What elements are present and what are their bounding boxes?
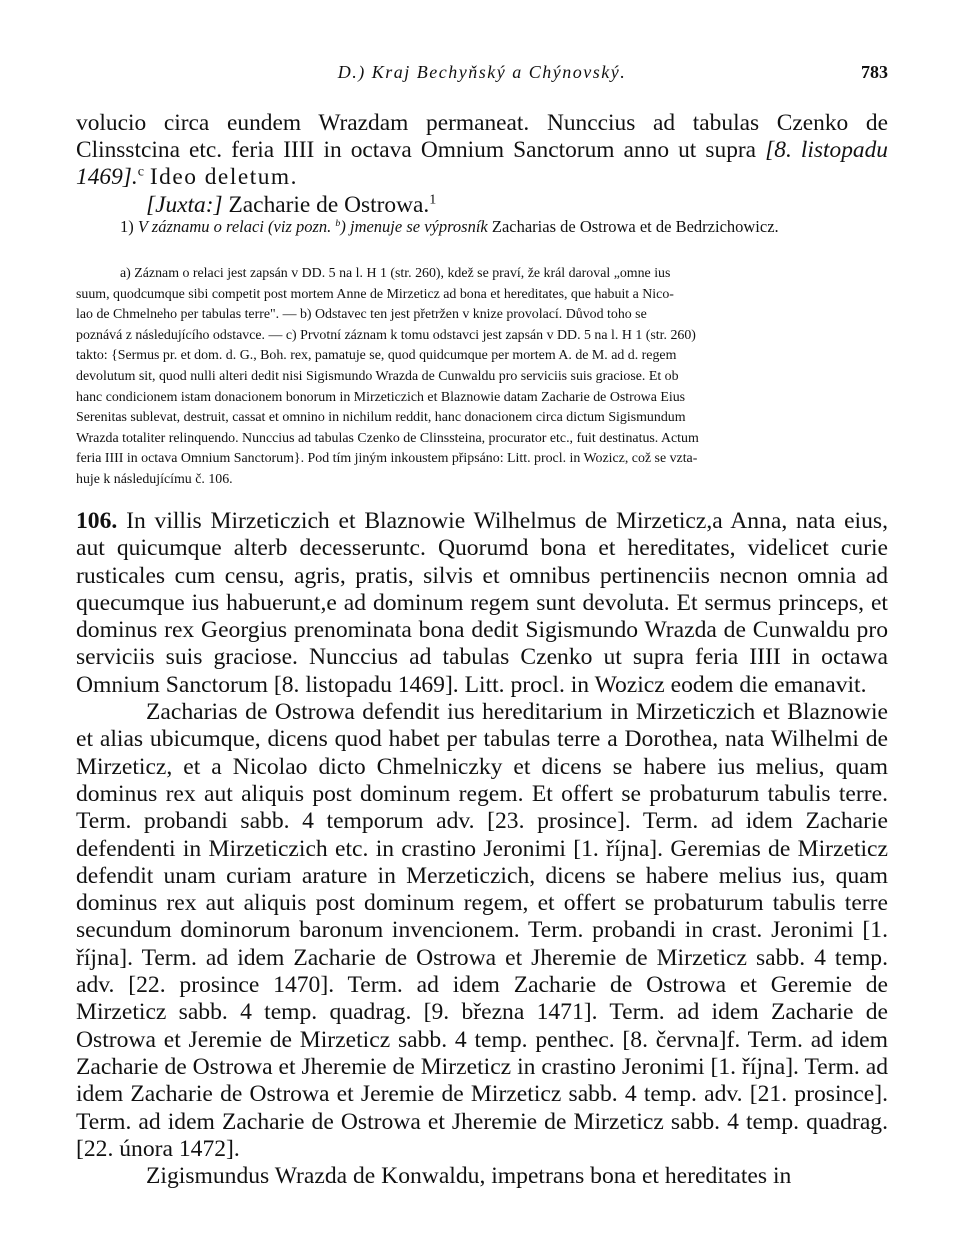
note-line: hanc condicionem istam donacionem bonorum in Mirzeticzich et Blaznowie datam Zacharie de Ostrowa Eius bbox=[76, 389, 686, 405]
juxta-name: Zacharie de Ostrowa. bbox=[228, 191, 430, 218]
note-line: feria IIII in octava Omnium Sanctorum}. Pod tím jiným inkoustem připsáno: Litt. procl. in Wozicz, což se vzta- bbox=[76, 451, 698, 467]
footnote-1-italic: V záznamu o relaci (viz pozn. bbox=[137, 217, 332, 236]
footnote-1 bbox=[76, 214, 888, 239]
page-number: 783 bbox=[861, 62, 888, 82]
entry-paragraph-1 bbox=[76, 508, 888, 699]
note-line: lao de Chmelneho per tabulas terre". — b) Odstavec ten jest přetržen v knize provolací. Důvod toho se bbox=[76, 307, 647, 323]
entry-paragraph-2: Zacharias de Ostrowa defendit ius hereditarium in Mirzeticzich et Blaznowie et alias ubicumque, dicens quod habet per tabulas terre a Dorothea, nata Wilhelmi de Mirzeticz, et a Nicolao dicto Chmelniczky et dicens se habere ius melius, quam dominus rex aut aliquis post dominum regem. Et offert se probaturum tabulis terre. Term. probandi sabb. 4 temporum adv. [23. prosince]. Term. ad idem Zacharie defendenti in Mirzeticzich etc. in crastino Jeronimi [1. října]. Geremias de Mirzeticz defendit unam curiam arature in Merzeticzich, dicens se habere melius ius, quam dominus rex aut aliquis post dominum regem, et offert se probaturum tabulis terre secundum dominorum baronum invencionem. Term. probandi in crast. Jeronimi [1. října]. Term. ad idem Zacharie de Ostrowa et Jheremie de Mirzeticz sabb. 4 temp. adv. [22. prosince 1470]. Term. ad idem Zacharie de Ostrowa et Geremie de Mirzeticz sabb. 4 temp. quadrag. [9. března 1471]. Term. ad idem Zacharie de Ostrowa et Jeremie de Mirzeticz sabb. 4 temp. penthec. [8. června]f. Term. ad idem Zacharie de Ostrowa et Jheremie de Mirzeticz in crastino Jeronimi [1. října]. Term. ad idem Zacharie de Ostrowa et Jeremie de Mirzeticz sabb. 4 temp. adv. [21. prosince]. Term. ad idem Zacharie de Ostrowa et Jheremie de Mirzeticz sabb. 4 temp. quadrag. [22. února 1472]. bbox=[76, 699, 888, 1162]
continuation-date: [8. listopadu 1469]. bbox=[76, 137, 888, 191]
footnote-1-marker: 1) bbox=[120, 217, 134, 236]
continuation-text bbox=[76, 110, 888, 192]
footnote-1-body: Zacharias de Ostrowa et de Bedrzichowicz. bbox=[491, 217, 779, 236]
critical-notes bbox=[76, 264, 888, 491]
footnote-ref-1: 1 bbox=[429, 191, 437, 208]
entry-number: 106. bbox=[76, 508, 118, 534]
running-title: D.) Kraj Bechyňský a Chýnovský. bbox=[337, 62, 627, 82]
note-line: a) Záznam o relaci jest zapsán v DD. 5 na l. H 1 (str. 260), kdež se praví, že král daroval „omne ius bbox=[120, 266, 671, 281]
entry-text-1: In villis Mirzeticzich et Blaznowie Wilhelmus de Mirzeticz,a Anna, nata eius, aut quicumque alterb decesseruntc. Quorumd bona et hereditates, videlicet curie rusticales cum censu, agris, pratis, silvis et omnibus pertinenciis necnon omnia ad quecumque ius habuerunt,e ad dominum regem sunt devoluta. Et sermus princeps, et dominus rex Georgius prenominata bona dedit Sigismundo Wrazda de Cunwaldu pro serviciis suis graciose. Nunccius ad tabulas Czenko ut supra feria IIII in octawa Omnium Sanctorum [8. listopadu 1469]. Litt. procl. in Wozicz eodem die emanavit. bbox=[76, 508, 888, 698]
footnote-1-ref: b bbox=[335, 218, 341, 230]
note-line: poznává z následujícího odstavce. — c) Prvotní záznam k tomu odstavci jest zapsán v DD. 5 na l. H 1 (str. 260) bbox=[76, 327, 696, 343]
deleted-note: Ideo deletum. bbox=[149, 164, 298, 191]
note-line: takto: {Sermus pr. et dom. d. G., Boh. rex, pamatuje se, quod quidcumque per mortem A. de M. ad d. regem bbox=[76, 348, 677, 364]
continuation-body: volucio circa eundem Wrazdam permaneat. Nunccius ad tabulas Czenko de Clinsstcina etc. feria IIII in octava Omnium Sanctorum anno ut supra bbox=[76, 110, 888, 164]
note-line: Wrazda totaliter relinquendo. Nunccius ad tabulas Czenko de Clinssteina, procurator etc., fuit destinatus. Actum bbox=[76, 430, 699, 446]
note-line: Serenitas sublevat, destruit, cassat et omnino in nichilum reddit, hanc donacionem circa dictum Sigismundum bbox=[76, 410, 686, 426]
note-line: suum, quodcumque sibi competit post mortem Anne de Mirzeticz ad bona et hereditates, que habuit a Nico- bbox=[76, 286, 674, 302]
footnote-1-text bbox=[76, 214, 888, 239]
note-ref-c: c bbox=[137, 163, 144, 180]
note-line: devolutum sit, quod nulli alteri dedit nisi Sigismundo Wrazda de Cunwaldu pro serviciis suis graciose. Et ob bbox=[76, 368, 679, 384]
continuation-paragraph bbox=[76, 110, 888, 219]
entry-paragraph-3: Zigismundus Wrazda de Konwaldu, impetrans bona et hereditates in bbox=[146, 1163, 792, 1190]
note-line: huje k následujícímu č. 106. bbox=[76, 471, 233, 487]
juxta-label: [Juxta:] bbox=[146, 191, 223, 218]
footnote-1-italic-2: ) jmenuje se výprosník bbox=[340, 217, 488, 236]
page-header bbox=[76, 62, 888, 88]
entry-106 bbox=[76, 508, 888, 1190]
